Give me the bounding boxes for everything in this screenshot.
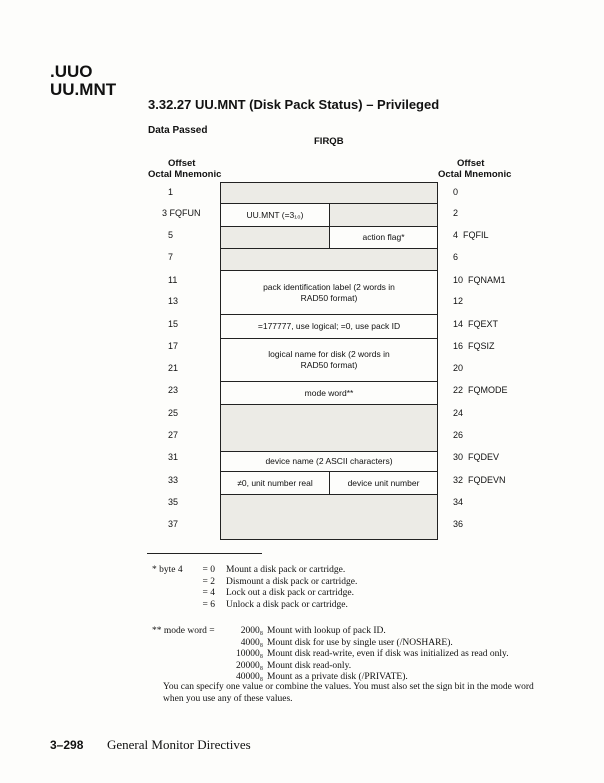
left-offset-label: 13: [168, 296, 179, 306]
page-number: 3–298: [50, 738, 84, 752]
footnote-text: Mount with lookup of pack ID.: [267, 626, 386, 636]
right-offset-label: 20: [453, 363, 464, 373]
left-offset-label: 3 FQFUN: [162, 208, 201, 218]
right-offset-label: 24: [453, 408, 464, 418]
footnote-value: 2000₈: [240, 626, 263, 636]
right-mnemonic-header: Octal Mnemonic: [438, 169, 512, 180]
footnote-text: Unlock a disk pack or cartridge.: [226, 599, 348, 610]
word-0-cell: [221, 183, 437, 203]
data-passed-heading: Data Passed: [148, 125, 208, 136]
device-name-cell: device name (2 ASCII characters): [221, 451, 437, 471]
footnote-text: Dismount a disk pack or cartridge.: [226, 576, 358, 587]
footnote-value: 10000₈: [235, 649, 263, 659]
left-offset-header: Offset: [168, 158, 196, 169]
footer-title: General Monitor Directives: [107, 737, 251, 752]
mode-word-prefix: ** mode word =: [152, 626, 215, 636]
footnote-value: 40000₈: [235, 672, 263, 682]
footnote-value: = 6: [202, 599, 215, 610]
left-offset-label: 21: [168, 363, 179, 373]
right-offset-label: 12: [453, 296, 464, 306]
footnote-value: 4000₈: [240, 637, 263, 648]
firqb-label: FIRQB: [314, 136, 344, 147]
left-offset-label: 23: [168, 385, 179, 395]
footnote-value: = 2: [202, 576, 215, 587]
byte4-prefix: * byte 4: [152, 565, 183, 575]
header-uuo: .UUO: [50, 62, 93, 81]
logical-name-cell: logical name for disk (2 words in RAD50 format): [221, 338, 437, 381]
right-offset-label: 22 FQMODE: [453, 385, 508, 395]
right-offset-header: Offset: [457, 158, 485, 169]
unit-real-cell: ≠0, unit number real: [221, 471, 329, 494]
left-offset-label: 27: [168, 430, 179, 440]
footnote-text: Mount disk read-only.: [267, 660, 352, 671]
left-offset-label: 5: [168, 230, 174, 240]
left-offset-label: 25: [168, 408, 179, 418]
left-offset-label: 17: [168, 341, 179, 351]
logical-flag-cell: =177777, use logical; =0, use pack ID: [221, 314, 437, 338]
right-offset-label: 4 FQFIL: [453, 230, 489, 240]
left-offset-label: 37: [168, 519, 179, 529]
header-uumnt: UU.MNT: [50, 80, 117, 99]
left-mnemonic-header: Octal Mnemonic: [148, 169, 222, 180]
footnote-text: Mount disk read-write, even if disk was initialized as read only.: [267, 649, 509, 659]
right-offset-label: 34: [453, 497, 464, 507]
right-offset-label: 14 FQEXT: [453, 319, 499, 329]
right-offset-label: 2: [453, 208, 459, 218]
left-offset-label: 15: [168, 319, 179, 329]
left-offset-label: 35: [168, 497, 179, 507]
action-flag-cell: action flag*: [329, 226, 437, 248]
left-offset-label: 33: [168, 475, 179, 485]
combine-note: You can specify one value or combine the values. You must also set the sign bit in the mode word when you use any of these values.: [163, 682, 534, 704]
word-2-cell: [329, 203, 437, 226]
firqb-diagram: [220, 182, 438, 540]
right-offset-label: 6: [453, 252, 459, 262]
fqfun-cell: UU.MNT (=3₁₀): [221, 203, 329, 226]
left-offset-label: 31: [168, 452, 179, 462]
word-5-cell: [221, 226, 329, 248]
word-6-cell: [221, 248, 437, 270]
right-offset-label: 10 FQNAM1: [453, 275, 506, 285]
footnote-text: Mount a disk pack or cartridge.: [226, 565, 346, 575]
footnote-text: Mount disk for use by single user (/NOSHARE).: [267, 637, 453, 648]
right-offset-label: 32 FQDEVN: [453, 475, 506, 485]
pack-id-cell: pack identification label (2 words in RAD50 format): [221, 270, 437, 314]
footnote-value: 20000₈: [235, 660, 263, 671]
section-title: 3.32.27 UU.MNT (Disk Pack Status) – Privileged: [148, 97, 440, 112]
right-offset-label: 16 FQSIZ: [453, 341, 495, 351]
mode-word-cell: mode word**: [221, 381, 437, 404]
left-offset-label: 7: [168, 252, 174, 262]
unit-number-cell: device unit number: [329, 471, 437, 494]
footnote-text: Mount as a private disk (/PRIVATE).: [267, 672, 408, 682]
right-offset-label: 26: [453, 430, 464, 440]
footnote-text: Lock out a disk pack or cartridge.: [226, 588, 354, 598]
left-offset-label: 11: [168, 275, 178, 285]
right-offset-label: 36: [453, 519, 464, 529]
footnote-divider: [147, 553, 262, 554]
footnote-value: = 0: [202, 565, 215, 575]
right-offset-label: 30 FQDEV: [453, 452, 500, 462]
footnote-value: = 4: [202, 588, 215, 598]
left-offset-label: 1: [168, 187, 174, 197]
words-34-36-cell: [221, 494, 437, 539]
words-24-26-cell: [221, 404, 437, 451]
right-offset-label: 0: [453, 187, 459, 197]
